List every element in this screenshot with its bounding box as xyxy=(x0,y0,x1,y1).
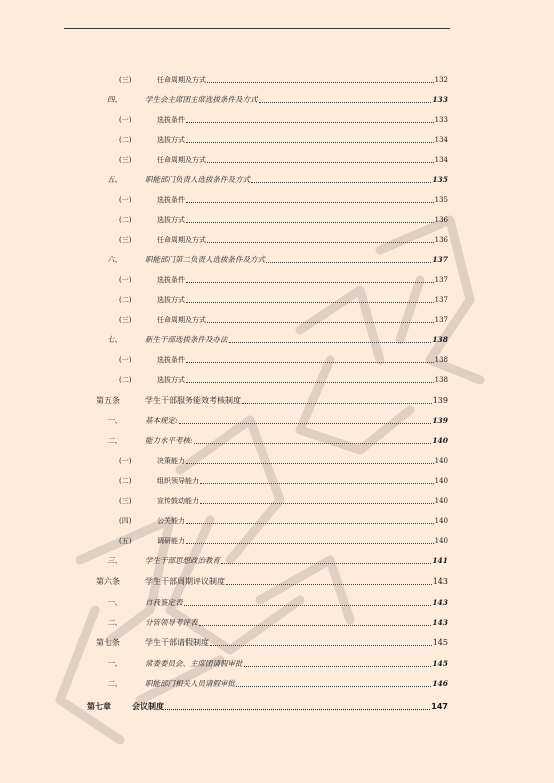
toc-entry-page: 133 xyxy=(432,95,448,104)
toc-dot-leader xyxy=(226,584,432,585)
toc-entry-number: (四) xyxy=(119,517,132,525)
toc-entry-number: 一、 xyxy=(107,416,122,425)
toc-entry-title: 选拔条件 xyxy=(157,116,185,124)
toc-entry-page: 139 xyxy=(432,416,448,425)
toc-entry-title: 选拔条件 xyxy=(157,196,185,204)
toc-entry-number: (三) xyxy=(119,236,132,244)
toc-entry[interactable] xyxy=(96,392,448,406)
toc-dot-leader xyxy=(207,242,434,243)
toc-dot-leader xyxy=(186,222,434,223)
toc-entry-page: 140 xyxy=(434,457,448,465)
toc-entry-page: 139 xyxy=(432,396,448,405)
toc-entry-title: 职能部门相关人员请假审批 xyxy=(145,679,235,688)
toc-entry-number: (二) xyxy=(119,216,132,224)
toc-entry-page: 137 xyxy=(434,276,448,284)
toc-entry-page: 138 xyxy=(434,356,448,364)
toc-dot-leader xyxy=(186,302,434,303)
toc-entry-title: 学生干部思想政治教育 xyxy=(145,556,220,565)
toc-dot-leader xyxy=(165,709,430,710)
toc-entry-title: 任命周期及方式 xyxy=(157,156,206,164)
toc-entry-number: 二、 xyxy=(107,679,122,688)
toc-dot-leader xyxy=(186,463,434,464)
toc-entry[interactable] xyxy=(119,211,448,225)
toc-entry-page: 140 xyxy=(434,537,448,545)
toc-entry-number: (一) xyxy=(119,276,132,284)
toc-entry[interactable] xyxy=(119,311,448,325)
toc-entry-number: 六、 xyxy=(107,255,122,264)
toc-entry-page: 140 xyxy=(434,517,448,525)
toc-entry[interactable] xyxy=(107,91,448,105)
toc-entry-title: 选拔方式 xyxy=(157,216,185,224)
toc-dot-leader xyxy=(207,162,434,163)
toc-entry[interactable] xyxy=(119,351,448,365)
toc-dot-leader xyxy=(236,686,431,687)
toc-entry-number: 三、 xyxy=(107,556,122,565)
toc-entry[interactable] xyxy=(119,472,448,486)
toc-dot-leader xyxy=(186,382,434,383)
toc-entry[interactable] xyxy=(119,532,448,546)
toc-entry-number: (二) xyxy=(119,477,132,485)
toc-entry-title: 任命周期及方式 xyxy=(157,76,206,84)
toc-entry-title: 公关能力 xyxy=(157,517,185,525)
toc-entry-page: 135 xyxy=(432,175,448,184)
toc-entry-number: (二) xyxy=(119,136,132,144)
toc-dot-leader xyxy=(179,423,432,424)
toc-entry[interactable] xyxy=(107,251,448,265)
toc-entry-number: (五) xyxy=(119,537,132,545)
toc-entry-page: 145 xyxy=(432,638,448,647)
toc-dot-leader xyxy=(244,666,432,667)
toc-entry[interactable] xyxy=(119,371,448,385)
toc-entry-page: 147 xyxy=(431,702,448,711)
toc-entry-page: 141 xyxy=(432,556,448,565)
toc-entry[interactable] xyxy=(119,492,448,506)
toc-entry-title: 职能部门负责人选拔条件及方式 xyxy=(145,175,250,184)
toc-dot-leader xyxy=(259,102,432,103)
toc-entry-page: 137 xyxy=(434,296,448,304)
toc-entry-title: 职能部门第二负责人选拔条件及方式 xyxy=(145,255,265,264)
toc-dot-leader xyxy=(229,342,432,343)
toc-dot-leader xyxy=(199,625,432,626)
toc-dot-leader xyxy=(210,645,432,646)
toc-entry-number: 第七条 xyxy=(96,638,120,647)
toc-entry-title: 选拔方式 xyxy=(157,296,185,304)
toc-entry-page: 145 xyxy=(432,659,448,668)
toc-entry-title: 学生干部请假制度 xyxy=(145,638,209,647)
toc-entry-number: 二、 xyxy=(107,618,122,627)
toc-entry[interactable] xyxy=(119,71,448,85)
toc-entry[interactable] xyxy=(119,191,448,205)
toc-entry-page: 135 xyxy=(434,196,448,204)
toc-entry-number: 四、 xyxy=(107,95,122,104)
toc-entry-number: (二) xyxy=(119,376,132,384)
toc-entry-title: 分管领导考评表 xyxy=(145,618,198,627)
toc-entry[interactable] xyxy=(119,271,448,285)
toc-entry-page: 140 xyxy=(434,497,448,505)
toc-entry[interactable] xyxy=(119,131,448,145)
toc-entry[interactable] xyxy=(107,594,448,608)
toc-dot-leader xyxy=(186,282,434,283)
toc-entry-page: 146 xyxy=(432,679,448,688)
toc-entry-number: 第七章 xyxy=(87,702,111,711)
toc-entry-number: (一) xyxy=(119,196,132,204)
toc-entry-title: 选拔条件 xyxy=(157,276,185,284)
toc-entry-number: (二) xyxy=(119,296,132,304)
toc-dot-leader xyxy=(266,262,431,263)
toc-entry-page: 136 xyxy=(434,236,448,244)
toc-dot-leader xyxy=(251,182,431,183)
toc-entry-number: 五、 xyxy=(107,175,122,184)
toc-entry-page: 140 xyxy=(434,477,448,485)
toc-entry-title: 会议制度 xyxy=(132,702,164,711)
toc-entry-page: 138 xyxy=(432,335,448,344)
toc-entry-page: 143 xyxy=(432,577,448,586)
toc-entry-page: 137 xyxy=(434,316,448,324)
toc-entry-number: (一) xyxy=(119,356,132,364)
toc-entry[interactable] xyxy=(107,552,448,566)
toc-dot-leader xyxy=(221,563,431,564)
toc-entry[interactable] xyxy=(107,331,448,345)
toc-entry[interactable] xyxy=(119,291,448,305)
toc-entry-title: 学生会主席团主席选拔条件及方式 xyxy=(145,95,258,104)
toc-entry-number: (三) xyxy=(119,497,132,505)
toc-dot-leader xyxy=(200,483,434,484)
toc-entry-title: 任命周期及方式 xyxy=(157,236,206,244)
toc-entry-number: (三) xyxy=(119,316,132,324)
toc-entry[interactable] xyxy=(87,698,448,712)
toc-dot-leader xyxy=(194,443,432,444)
toc-entry-page: 140 xyxy=(432,436,448,445)
toc-entry-title: 宣传鼓动能力 xyxy=(157,497,199,505)
toc-entry-title: 基本规定: xyxy=(145,416,178,425)
toc-entry-number: (一) xyxy=(119,457,132,465)
toc-entry-title: 常委委员会、主席团请假审批 xyxy=(145,659,243,668)
toc-entry[interactable] xyxy=(107,675,448,689)
toc-entry-number: (一) xyxy=(119,116,132,124)
toc-entry-title: 能力水平考核: xyxy=(145,436,193,445)
toc-entry-title: 组织领导能力 xyxy=(157,477,199,485)
toc-entry-number: 一、 xyxy=(107,598,122,607)
toc-entry-number: 七、 xyxy=(107,335,122,344)
toc-dot-leader xyxy=(186,362,434,363)
toc-entry-page: 132 xyxy=(434,76,448,84)
toc-dot-leader xyxy=(186,202,434,203)
toc-entry-number: 一、 xyxy=(107,659,122,668)
toc-entry-number: 第五条 xyxy=(96,396,120,405)
toc-dot-leader xyxy=(186,543,434,544)
toc-entry[interactable] xyxy=(119,512,448,526)
toc-entry-title: 选拔方式 xyxy=(157,136,185,144)
toc-dot-leader xyxy=(207,82,434,83)
toc-entry-title: 自我鉴定表 xyxy=(145,598,183,607)
toc-entry-title: 学生干部服务能效考核制度 xyxy=(145,396,241,405)
toc-dot-leader xyxy=(207,322,434,323)
toc-entry-title: 选拔方式 xyxy=(157,376,185,384)
toc-dot-leader xyxy=(186,122,434,123)
toc-entry-number: (三) xyxy=(119,76,132,84)
toc-entry-number: (三) xyxy=(119,156,132,164)
toc-entry-title: 学生干部周期评议制度 xyxy=(145,577,225,586)
toc-entry-number: 第六条 xyxy=(96,577,120,586)
toc-entry-title: 任命周期及方式 xyxy=(157,316,206,324)
toc-entry[interactable] xyxy=(96,573,448,587)
toc-entry-page: 134 xyxy=(434,156,448,164)
toc-entry[interactable] xyxy=(107,412,448,426)
toc-entry[interactable] xyxy=(107,614,448,628)
toc-entry-page: 133 xyxy=(434,116,448,124)
toc-entry[interactable] xyxy=(107,432,448,446)
toc-entry[interactable] xyxy=(107,655,448,669)
toc-entry-title: 决策能力 xyxy=(157,457,185,465)
toc-entry-page: 143 xyxy=(432,598,448,607)
toc-entry[interactable] xyxy=(119,452,448,466)
toc-entry-page: 143 xyxy=(432,618,448,627)
toc-entry-page: 138 xyxy=(434,376,448,384)
toc-entry-title: 新生干部选拔条件及办法 xyxy=(145,335,228,344)
toc-dot-leader xyxy=(186,523,434,524)
toc-dot-leader xyxy=(186,142,434,143)
toc-entry-title: 选拔条件 xyxy=(157,356,185,364)
toc-entry[interactable] xyxy=(96,634,448,648)
toc-dot-leader xyxy=(184,605,432,606)
toc-entry[interactable] xyxy=(119,111,448,125)
toc-entry[interactable] xyxy=(107,171,448,185)
toc-entry-number: 二、 xyxy=(107,436,122,445)
toc-dot-leader xyxy=(200,503,434,504)
toc-entry-page: 136 xyxy=(434,216,448,224)
toc-entry[interactable] xyxy=(119,231,448,245)
toc-entry-page: 134 xyxy=(434,136,448,144)
toc-entry-page: 137 xyxy=(432,255,448,264)
toc-dot-leader xyxy=(242,403,432,404)
toc-entry[interactable] xyxy=(119,151,448,165)
toc-entry-title: 调研能力 xyxy=(157,537,185,545)
